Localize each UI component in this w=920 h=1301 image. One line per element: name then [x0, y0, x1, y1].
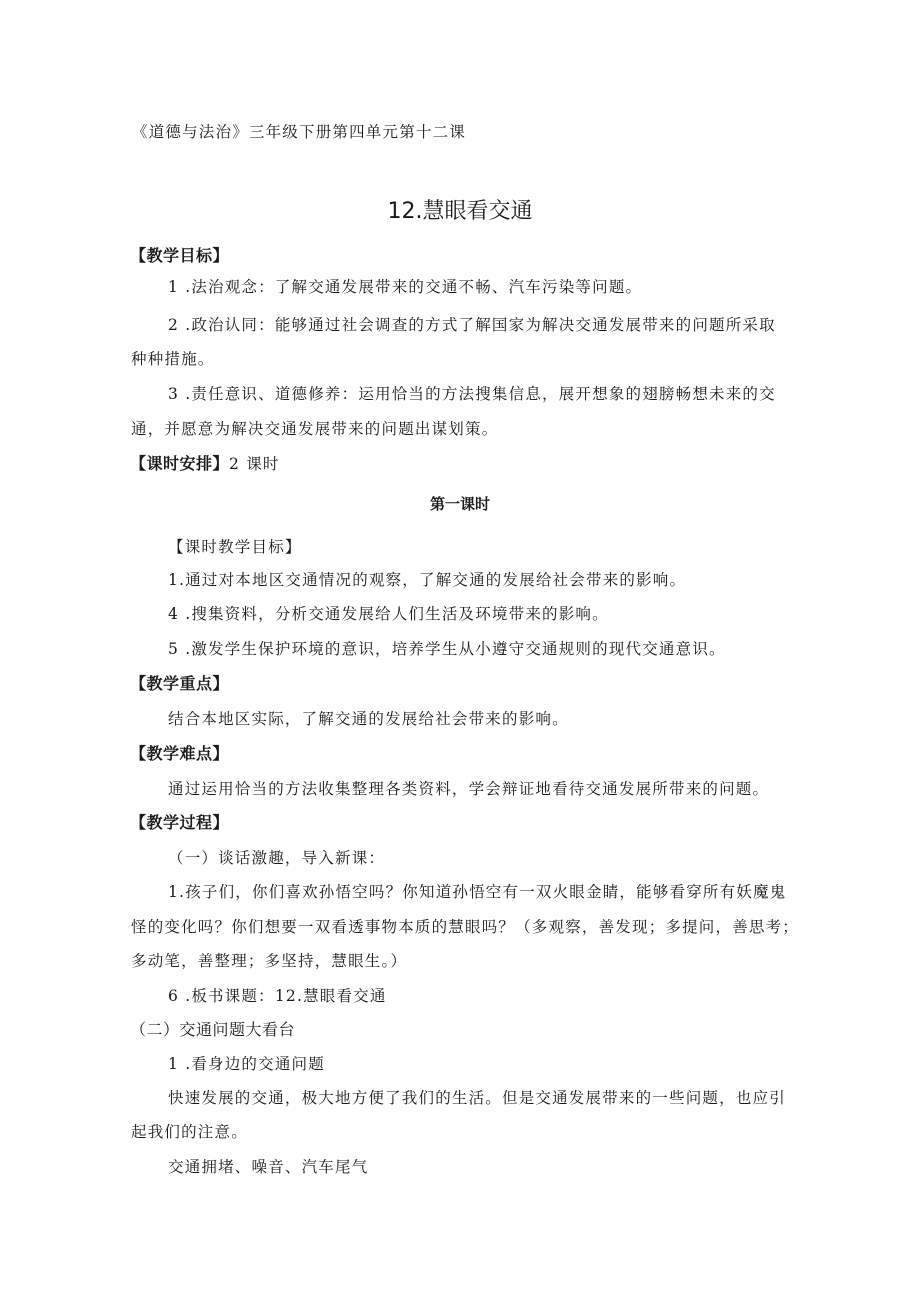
objective-item-2-line-1: 2 .政治认同：能够通过社会调查的方式了解国家为解决交通发展带来的问题所采取: [168, 316, 776, 334]
process-p1-line-2: 怪的变化吗？你们想要一双看透事物本质的慧眼吗？（多观察，善发现；多提问，善思考；: [131, 918, 800, 936]
lesson-goal-heading: 【课时教学目标】: [168, 538, 302, 556]
lesson-goal-3: 5 .激发学生保护环境的意识，培养学生从小遵守交通规则的现代交通意识。: [168, 640, 726, 658]
process-part-1-heading: （一）谈话激趣，导入新课：: [168, 849, 386, 867]
page-title: 12.慧眼看交通: [387, 199, 533, 224]
process-p2: 6 .板书课题：12.慧眼看交通: [168, 987, 387, 1005]
difficulties-text: 通过运用恰当的方法收集整理各类资料，学会辩证地看待交通发展所带来的问题。: [168, 780, 770, 798]
process-p1-line-3: 多动笔，善整理；多坚持，慧眼生。）: [131, 952, 408, 970]
lesson-goal-1: 1.通过对本地区交通情况的观察，了解交通的发展给社会带来的影响。: [168, 571, 687, 589]
process-p1-line-1: 1.孩子们，你们喜欢孙悟空吗？你知道孙悟空有一双火眼金睛，能够看穿所有妖魔鬼: [168, 883, 787, 901]
key-points-text: 结合本地区实际，了解交通的发展给社会带来的影响。: [168, 710, 569, 728]
document-header: 《道德与法治》三年级下册第四单元第十二课: [132, 123, 467, 141]
process-p4-line-2: 起我们的注意。: [131, 1123, 248, 1141]
lesson-1-title: 第一课时: [429, 495, 490, 513]
schedule-line: [130, 454, 280, 474]
objective-item-2-line-2: 种种措施。: [131, 350, 215, 368]
process-p4-line-1: 快速发展的交通，极大地方便了我们的生活。但是交通发展带来的一些问题，也应引: [168, 1089, 786, 1107]
schedule-heading: 【课时安排】: [130, 454, 230, 473]
key-points-heading: 【教学重点】: [130, 674, 230, 693]
objectives-heading: 【教学目标】: [130, 246, 230, 265]
objective-item-3-line-1: 3 .责任意识、道德修养：运用恰当的方法搜集信息，展开想象的翅膀畅想未来的交: [168, 385, 776, 403]
schedule-value: 2 课时: [229, 455, 280, 473]
objective-item-3-line-2: 通，并愿意为解决交通发展带来的问题出谋划策。: [131, 420, 499, 438]
process-p5: 交通拥堵、噪音、汽车尾气: [168, 1158, 369, 1176]
lesson-goal-2: 4 .搜集资料，分析交通发展给人们生活及环境带来的影响。: [168, 605, 609, 623]
process-p3: 1 .看身边的交通问题: [168, 1055, 325, 1073]
objective-item-1: 1 .法治观念：了解交通发展带来的交通不畅、汽车污染等问题。: [168, 278, 643, 296]
difficulties-heading: 【教学难点】: [130, 744, 230, 763]
process-heading: 【教学过程】: [130, 813, 230, 832]
process-part-2-heading: （二）交通问题大看台: [130, 1020, 296, 1039]
